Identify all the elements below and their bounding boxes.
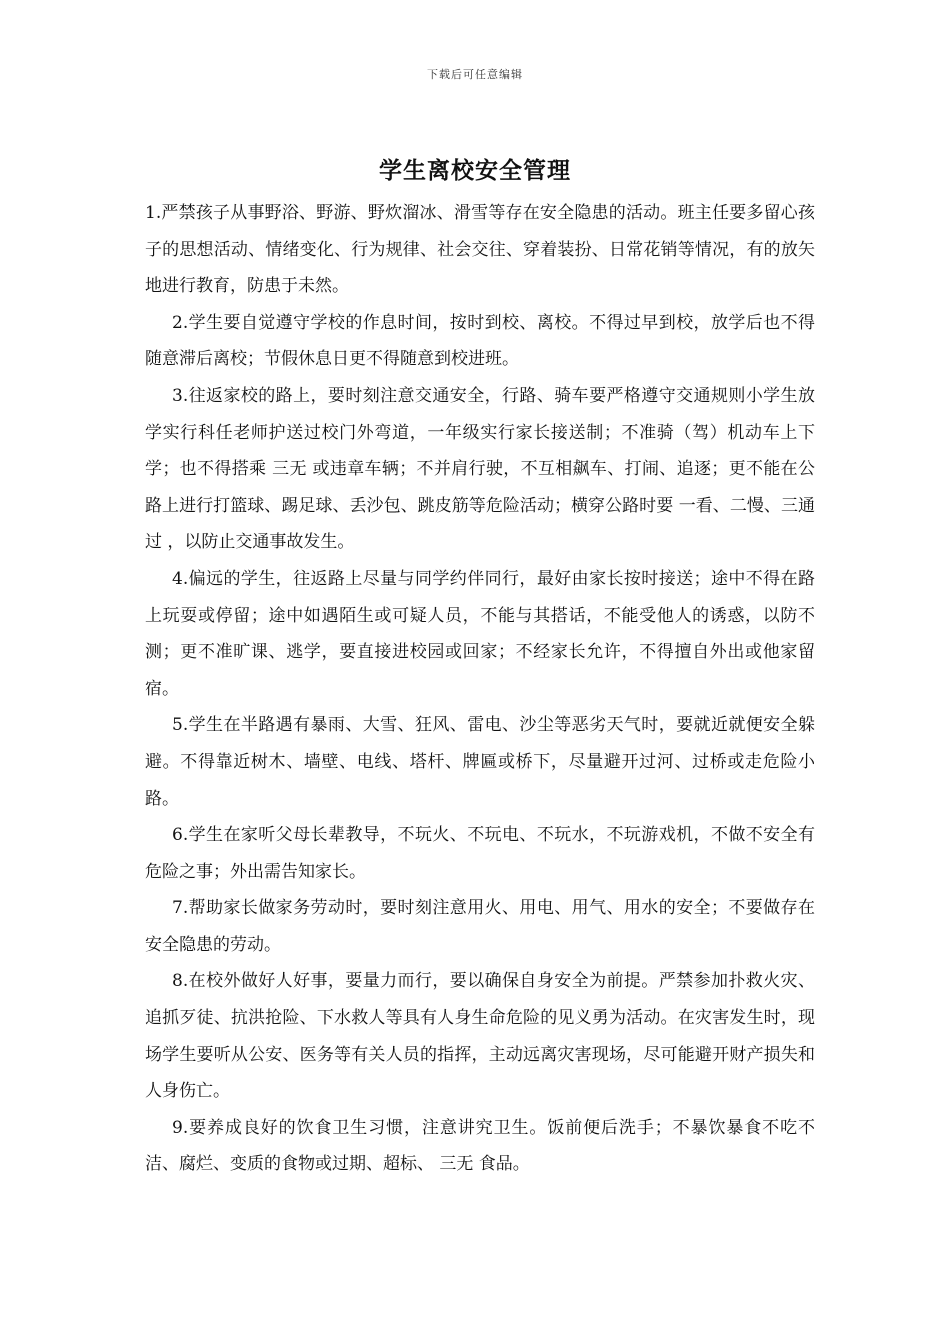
document-body <box>145 195 815 1183</box>
paragraph-7: 7.帮助家长做家务劳动时，要时刻注意用火、用电、用气、用水的安全；不要做存在安全隐患的劳动。 <box>145 898 815 955</box>
paragraph-3: 3.往返家校的路上，要时刻注意交通安全，行路、骑车要严格遵守交通规则小学生放学实行科任老师护送过校门外弯道，一年级实行家长接送制；不准骑（驾）机动车上下学；也不得搭乘 三无 或违章车辆；不并肩行驶，不互相飙车、打闹、追逐；更不能在公路上进行打篮球、踢足球、丢沙包、跳皮筋等危险活动；横穿公路时要 一看、二慢、三通过 ，以防止交通事故发生。 <box>145 385 815 553</box>
header-note: 下载后可任意编辑 <box>427 68 523 81</box>
paragraph-6: 6.学生在家听父母长辈教导，不玩火、不玩电、不玩水，不玩游戏机，不做不安全有危险之事；外出需告知家长。 <box>145 825 815 882</box>
paragraph-4: 4.偏远的学生，往返路上尽量与同学约伴同行，最好由家长按时接送；途中不得在路上玩耍或停留；途中如遇陌生或可疑人员，不能与其搭话，不能受他人的诱惑，以防不测；更不准旷课、逃学，要直接进校园或回家；不经家长允许，不得擅自外出或他家留宿。 <box>145 568 815 699</box>
paragraph-8: 8.在校外做好人好事，要量力而行，要以确保自身安全为前提。严禁参加扑救火灾、追抓歹徒、抗洪抢险、下水救人等具有人身生命危险的见义勇为活动。在灾害发生时，现场学生要听从公安、医务等有关人员的指挥，主动远离灾害现场，尽可能避开财产损失和人身伤亡。 <box>145 971 815 1102</box>
paragraph-1: 1.严禁孩子从事野浴、野游、野炊溜冰、滑雪等存在安全隐患的活动。班主任要多留心孩子的思想活动、情绪变化、行为规律、社会交往、穿着装扮、日常花销等情况，有的放矢地进行教育，防患于未然。 <box>145 203 815 297</box>
paragraph-9: 9.要养成良好的饮食卫生习惯，注意讲究卫生。饭前便后洗手；不暴饮暴食不吃不洁、腐烂、变质的食物或过期、超标、 三无 食品。 <box>145 1117 815 1175</box>
paragraph-2: 2.学生要自觉遵守学校的作息时间，按时到校、离校。不得过早到校，放学后也不得随意滞后离校；节假休息日更不得随意到校进班。 <box>145 312 815 370</box>
paragraph-5: 5.学生在半路遇有暴雨、大雪、狂风、雷电、沙尘等恶劣天气时，要就近就便安全躲避。不得靠近树木、墙壁、电线、塔杆、牌匾或桥下，尽量避开过河、过桥或走危险小路。 <box>145 715 815 809</box>
page-title: 学生离校安全管理 <box>379 158 571 184</box>
